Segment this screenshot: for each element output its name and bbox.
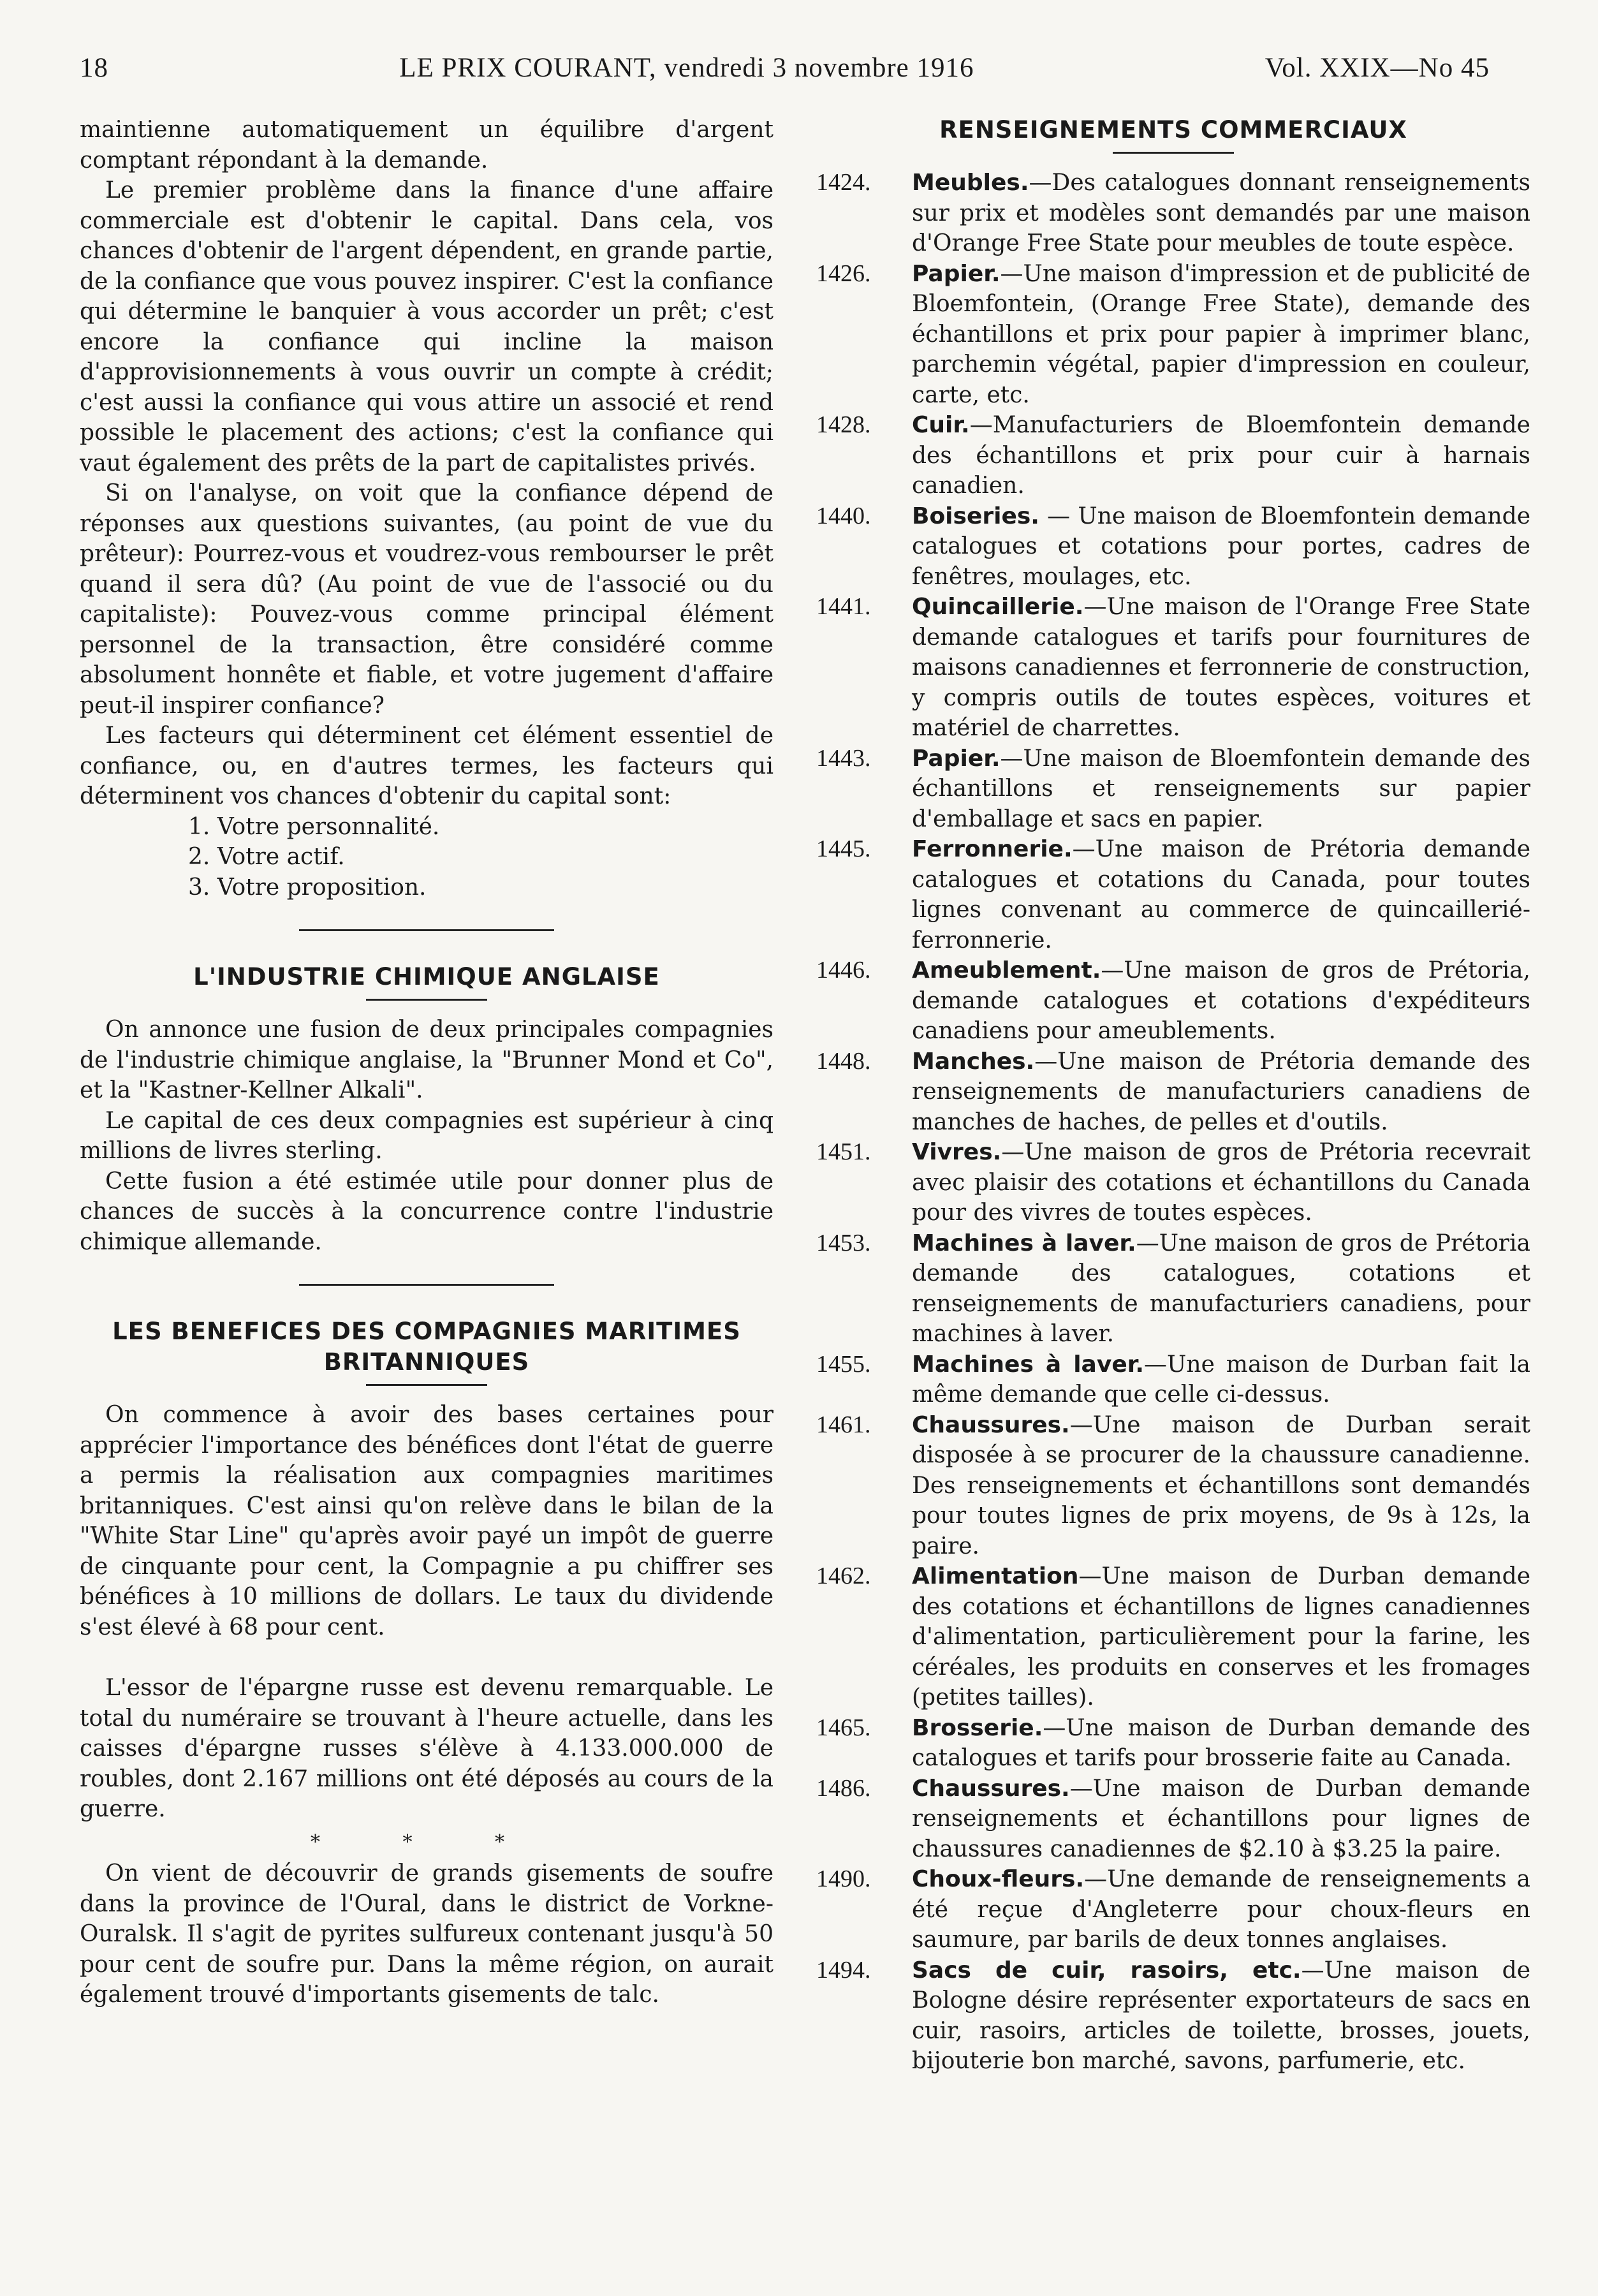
entry-keyword: Cuir. [912, 412, 970, 438]
entry-body [912, 744, 1530, 835]
entry-keyword: Chaussures. [912, 1775, 1070, 1802]
entry-body [912, 1774, 1530, 1865]
entry-keyword: Brosserie. [912, 1714, 1043, 1741]
list-item [816, 1410, 1530, 1562]
entry-text: —Une maison de Bologne désire représenter exportateurs de sacs en cuir, rasoirs, articles de toilette, brosses, jouets, bijouterie bon marché, savons, parfumerie, etc. [912, 1957, 1530, 2074]
entry-text: —Une maison de gros de Prétoria, demande catalogues et cotations d'expéditeurs canadiens pour ameublements. [912, 957, 1530, 1044]
publication-dateline [399, 52, 974, 84]
list-item [816, 1713, 1530, 1774]
entry-body [912, 1713, 1530, 1774]
entry-text: —Une maison de Durban demande renseignements et échantillons pour lignes de chaussures canadiennes de $2.10 à $3.25 la paire. [912, 1775, 1530, 1862]
entry-body [912, 259, 1530, 411]
entry-body [912, 1864, 1530, 1955]
entry-keyword: Machines à laver. [912, 1351, 1145, 1378]
entry-keyword: Papier. [912, 260, 1001, 287]
paragraph: Les facteurs qui déterminent cet élément essentiel de confiance, ou, en d'autres termes, les facteurs qui déterminent vos chances d'obtenir du capital sont: [80, 723, 773, 809]
section-heading-line: BRITANNIQUES [323, 1348, 530, 1376]
entry-number: 1465. [816, 1714, 871, 1741]
page-number: 18 [80, 53, 108, 83]
entry-number: 1426. [816, 260, 871, 287]
entry-keyword: Ferronnerie. [912, 836, 1073, 862]
entry-number: 1424. [816, 169, 871, 196]
entry-text: —Une maison de Bloemfontein demande des échantillons et renseignements sur papier d'emballage et sacs en papier. [912, 745, 1530, 832]
entry-number: 1428. [816, 411, 871, 438]
entry-text: —Manufacturiers de Bloemfontein demande des échantillons et prix pour cuir à harnais canadien. [912, 412, 1530, 499]
entry-text: —Une maison de Prétoria demande des renseignements de manufacturiers canadiens de manches de haches, de pelles et d'outils. [912, 1048, 1530, 1135]
list-item [816, 501, 1530, 592]
heading-rule [366, 999, 487, 1001]
list-item: 2. Votre actif. [188, 844, 345, 870]
section-heading: RENSEIGNEMENTS COMMERCIAUX [939, 116, 1407, 144]
entry-number: 1455. [816, 1350, 871, 1378]
entry-text: —Une maison de Durban demande des cotations et échantillons de lignes canadiennes d'alimentation, particulièrement pour la farine, les céréales, les produits en conserves et les fromages (petites tailles). [912, 1563, 1530, 1711]
entry-keyword: Boiseries. [912, 503, 1039, 529]
entry-text: —Une maison de gros de Prétoria recevrait avec plaisir des cotations et échantillons du Canada pour des vivres de toutes espèces. [912, 1139, 1530, 1226]
entry-keyword: Meubles. [912, 170, 1029, 196]
list-item [816, 1137, 1530, 1228]
list-item [816, 1864, 1530, 1955]
publication-title: LE PRIX COURANT, [399, 53, 657, 83]
list-item [816, 259, 1530, 411]
paragraph: maintienne automatiquement un équilibre d'argent comptant répondant à la demande. [80, 117, 773, 173]
entry-number: 1440. [816, 502, 871, 529]
heading-rule [366, 1384, 487, 1386]
list-item [816, 410, 1530, 501]
entry-keyword: Vivres. [912, 1139, 1002, 1165]
entry-text: —Des catalogues donnant renseignements sur prix et modèles sont demandés par une maison d'Orange Free State pour meubles de toute espèce. [912, 170, 1530, 256]
section-heading [80, 1316, 773, 1378]
left-column [80, 115, 773, 2010]
entry-text: —Une maison de Durban fait la même demande que celle ci-dessus. [912, 1351, 1530, 1408]
entry-body [912, 955, 1530, 1047]
volume-number: Vol. XXIX—No 45 [1264, 53, 1490, 83]
right-column [816, 115, 1530, 2077]
entry-text: —Une maison de Prétoria demande catalogues et cotations du Canada, pour toutes lignes convenant au commerce de quincaillerié-ferronnerie. [912, 836, 1530, 953]
entry-body [912, 1410, 1530, 1562]
paragraph: Le premier problème dans la finance d'une affaire commerciale est d'obtenir le capital. Dans cela, vos chances d'obtenir de l'argent dépendent, en grande partie, de la confiance que vous pouvez inspirer. C'est la confiance qui détermine le banquier à vous accorder un prêt; c'est encore la confiance qui incline la maison d'approvisionnements à vous ouvrir un compte à crédit; c'est aussi la confiance qui vous attire un associé et rend possible le placement des actions; c'est la confiance qui vaut également des prêts de la part de capitalistes privés. [80, 177, 773, 476]
paragraph: On annonce une fusion de deux principales compagnies de l'industrie chimique anglaise, la "Brunner Mond et Co", et la "Kastner-Kellner Alkali". [80, 1017, 773, 1103]
paragraph: Si on l'analyse, on voit que la confiance dépend de réponses aux questions suivantes, (au point de vue du prêteur): Pourrez-vous et voudrez-vous rembourser le prêt quand il sera dû? (Au point de vue de l'associé ou du capitaliste): Pouvez-vous comme principal élément personnel de la transaction, être considéré comme absolument honnête et fiable, et votre jugement d'affaire peut-il inspirer confiance? [80, 480, 773, 719]
entry-text: —Une maison de l'Orange Free State demande catalogues et tarifs pour fournitures de maisons canadiennes et ferronnerie de construction, y compris outils de toutes espèces, voitures et matériel de charrettes. [912, 594, 1530, 741]
list-item: 1. Votre personnalité. [188, 813, 440, 840]
entry-text: —Une demande de renseignements a été reçue d'Angleterre pour choux-fleurs en saumure, par barils de deux tonnes anglaises. [912, 1866, 1530, 1953]
entry-number: 1448. [816, 1047, 871, 1075]
entry-number: 1441. [816, 593, 871, 620]
entry-number: 1494. [816, 1956, 871, 1983]
entry-body [912, 834, 1530, 955]
list-item [816, 1228, 1530, 1350]
entry-keyword: Quincaillerie. [912, 594, 1084, 620]
entry-keyword: Manches. [912, 1048, 1035, 1075]
issue-date: vendredi 3 novembre 1916 [664, 53, 974, 83]
entry-keyword: Sacs de cuir, rasoirs, etc. [912, 1957, 1301, 1983]
section-heading: L'INDUSTRIE CHIMIQUE ANGLAISE [193, 963, 660, 990]
list-item [816, 1955, 1530, 2077]
list-item [816, 1047, 1530, 1138]
entry-body [912, 1561, 1530, 1713]
entry-number: 1443. [816, 744, 871, 772]
spacer [80, 1642, 773, 1673]
list-item [816, 592, 1530, 744]
section-divider [299, 1284, 554, 1286]
section-divider [299, 929, 554, 931]
paragraph: Cette fusion a été estimée utile pour donner plus de chances de succès à la concurrence contre l'industrie chimique allemande. [80, 1168, 773, 1255]
entry-body [912, 1047, 1530, 1138]
entry-text: —Une maison de Durban serait disposée à se procurer de la chaussure canadienne. Des renseignements et échantillons sont demandés pour toutes lignes de prix moyens, de 9s à 12s, la paire. [912, 1411, 1530, 1559]
entry-number: 1486. [816, 1774, 871, 1802]
entry-keyword: Chaussures. [912, 1411, 1070, 1438]
entry-keyword: Machines à laver. [912, 1230, 1136, 1256]
paragraph: Le capital de ces deux compagnies est supérieur à cinq millions de livres sterling. [80, 1107, 773, 1164]
paragraph: On commence à avoir des bases certaines pour apprécier l'importance des bénéfices dont l'état de guerre a permis la réalisation aux compagnies maritimes britanniques. C'est ainsi qu'on relève dans le bilan de la "White Star Line" qu'après avoir payé un impôt de guerre de cinquante pour cent, la Compagnie a pu chiffrer ses bénéfices à 10 millions de dollars. Le taux du dividende s'est élevé à 68 pour cent. [80, 1402, 773, 1640]
entry-text: —Une maison de Durban demande des catalogues et tarifs pour brosserie faite au Canada. [912, 1714, 1530, 1771]
entry-number: 1446. [816, 957, 871, 983]
entry-body [912, 1350, 1530, 1410]
entry-body [912, 1228, 1530, 1350]
section-heading-line: LES BENEFICES DES COMPAGNIES MARITIMES [112, 1318, 741, 1345]
entry-number: 1461. [816, 1411, 871, 1438]
paragraph: On vient de découvrir de grands gisements de soufre dans la province de l'Oural, dans le district de Vorkne-Ouralsk. Il s'agit de pyrites sulfureux contenant jusqu'à 50 pour cent de soufre pur. Dans la même région, on aurait également trouvé d'importants gisements de talc. [80, 1860, 773, 2008]
list-item [816, 834, 1530, 955]
paragraph: L'essor de l'épargne russe est devenu remarquable. Le total du numéraire se trouvant à l'heure actuelle, dans les caisses d'épargne russes s'élève à 4.133.000.000 de roubles, dont 2.167 millions ont été déposés au cours de la guerre. [80, 1675, 773, 1822]
entry-number: 1445. [816, 835, 871, 862]
list-item [816, 1774, 1530, 1865]
entry-number: 1451. [816, 1138, 871, 1165]
entry-body [912, 168, 1530, 259]
entry-keyword: Papier. [912, 745, 1001, 772]
running-head [80, 52, 1490, 97]
entry-keyword: Alimentation [912, 1563, 1079, 1589]
entry-text: — Une maison de Bloemfontein demande catalogues et cotations pour portes, cadres de fenêtres, moulages, etc. [912, 503, 1530, 590]
entry-body [912, 592, 1530, 744]
entry-keyword: Choux-fleurs. [912, 1866, 1085, 1892]
entry-keyword: Ameublement. [912, 957, 1101, 983]
heading-rule [1113, 152, 1234, 154]
entry-text: —Une maison d'impression et de publicité de Bloemfontein, (Orange Free State), demande des échantillons et prix pour papier à imprimer blanc, parchemin végétal, papier d'impression en couleur, carte, etc. [912, 260, 1530, 408]
list-item: 3. Votre proposition. [188, 874, 427, 901]
list-item [816, 1561, 1530, 1713]
entry-number: 1453. [816, 1229, 871, 1256]
entry-number: 1462. [816, 1563, 871, 1589]
entry-text: —Une maison de gros de Prétoria demande des catalogues, cotations et renseignements de manufacturiers canadiens, pour machines à laver. [912, 1230, 1530, 1347]
entry-body [912, 410, 1530, 501]
list-item [816, 168, 1530, 259]
entries-list [816, 168, 1530, 2077]
entry-body [912, 501, 1530, 592]
entry-body [912, 1955, 1530, 2077]
list-item [816, 744, 1530, 835]
entry-body [912, 1137, 1530, 1228]
entry-number: 1490. [816, 1866, 871, 1892]
list-item [816, 955, 1530, 1047]
asterism: * * * [310, 1830, 543, 1853]
list-item [816, 1350, 1530, 1410]
